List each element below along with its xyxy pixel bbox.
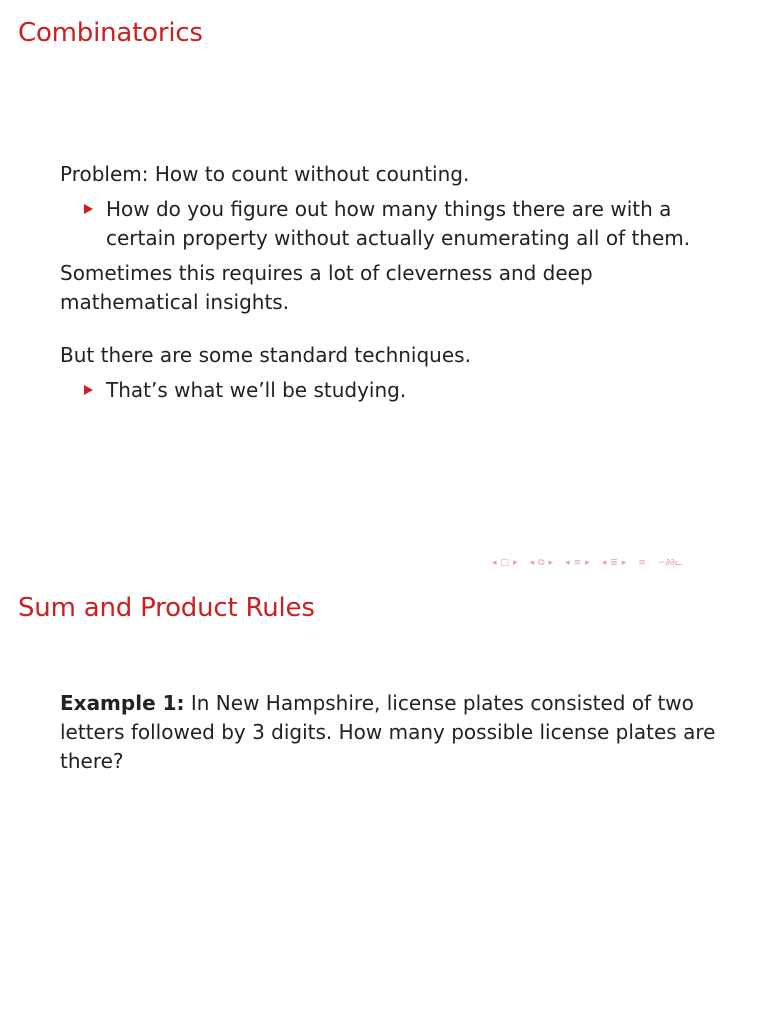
cleverness-paragraph: Sometimes this requires a lot of cleverness and deep mathematical insights.	[60, 261, 593, 314]
next-subsection-icon[interactable]: ▸	[548, 558, 554, 568]
bullet-text: That’s what we’ll be studying.	[106, 378, 407, 402]
slide-title-sum-product-rules: Sum and Product Rules	[18, 593, 315, 623]
prev-section-icon[interactable]: ◂	[565, 558, 570, 568]
prev-document-icon[interactable]: ◂	[601, 558, 607, 568]
align-icon[interactable]: ≡	[638, 558, 646, 568]
bullet-studying	[60, 376, 720, 405]
prev-frame-icon[interactable]: ◂	[492, 558, 497, 568]
search-icon[interactable]: ∽∂∂ᓚ	[657, 558, 683, 568]
frame-icon[interactable]: □	[500, 558, 510, 568]
next-frame-icon[interactable]: ▸	[513, 558, 518, 568]
bullet-triangle-icon	[84, 204, 93, 214]
slide2-body	[60, 689, 720, 776]
bullet-text: How do you figure out how many things there are with a certain property without actually enumerating all of them.	[106, 197, 691, 250]
example-text: In New Hampshire, license plates consisted of two letters followed by 3 digits. How many possible license plates are there?	[60, 691, 716, 773]
techniques-paragraph: But there are some standard techniques.	[60, 343, 471, 367]
prev-subsection-icon[interactable]: ◂	[529, 558, 535, 568]
problem-paragraph: Problem: How to count without counting.	[60, 162, 470, 186]
slide1-body	[60, 160, 720, 405]
slide-title-combinatorics: Combinatorics	[18, 18, 203, 48]
bullet-triangle-icon	[84, 385, 93, 395]
subsection-icon[interactable]: ⧉	[538, 558, 545, 568]
section-icon[interactable]: ≡	[573, 558, 582, 568]
next-section-icon[interactable]: ▸	[585, 558, 590, 568]
beamer-navigation-bar	[492, 556, 686, 570]
document-icon[interactable]: ≣	[610, 558, 618, 568]
example-paragraph	[60, 689, 720, 776]
bullet-enumeration	[60, 195, 720, 253]
next-document-icon[interactable]: ▸	[621, 558, 627, 568]
example-label: Example 1:	[60, 691, 185, 715]
